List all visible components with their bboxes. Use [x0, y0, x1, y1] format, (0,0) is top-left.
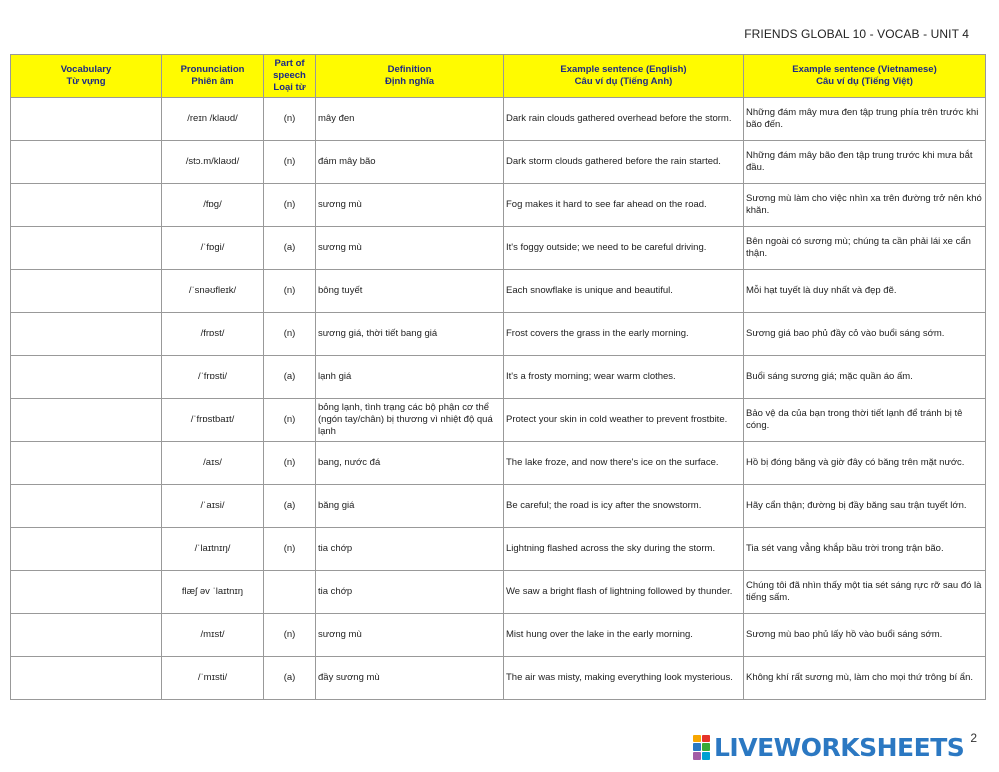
vocabulary-cell[interactable] [11, 141, 162, 184]
header-example-english-line2: Câu ví dụ (Tiếng Anh) [574, 76, 673, 87]
pronunciation-cell: /aɪs/ [162, 442, 264, 485]
definition-cell: bỏng lạnh, tình trạng các bộ phận cơ thể (ngón tay/chân) bị thương vì nhiệt độ quá lạnh [316, 399, 504, 442]
part-of-speech-cell: (n) [264, 614, 316, 657]
vocabulary-cell[interactable] [11, 184, 162, 227]
header-pronunciation-line2: Phiên âm [191, 76, 234, 87]
header-part-of-speech [264, 55, 316, 98]
example-vietnamese-cell: Những đám mây bão đen tập trung trước khi mưa bắt đầu. [744, 141, 986, 184]
vocabulary-cell[interactable] [11, 571, 162, 614]
example-english-cell: The lake froze, and now there's ice on the surface. [504, 442, 744, 485]
pronunciation-cell: /fɒɡ/ [162, 184, 264, 227]
table-row [11, 485, 986, 528]
definition-cell: lạnh giá [316, 356, 504, 399]
example-english-cell: Fog makes it hard to see far ahead on the road. [504, 184, 744, 227]
example-vietnamese-cell: Mỗi hạt tuyết là duy nhất và đẹp đẽ. [744, 270, 986, 313]
header-example-vietnamese-line2: Câu ví dụ (Tiếng Việt) [816, 76, 913, 87]
vocabulary-cell[interactable] [11, 528, 162, 571]
pronunciation-cell: /frɒst/ [162, 313, 264, 356]
definition-cell: đầy sương mù [316, 657, 504, 700]
example-english-cell: Be careful; the road is icy after the snowstorm. [504, 485, 744, 528]
liveworksheets-logo-icon [692, 734, 710, 760]
logo-block [693, 752, 701, 760]
example-english-cell: Frost covers the grass in the early morning. [504, 313, 744, 356]
vocabulary-cell[interactable] [11, 485, 162, 528]
example-vietnamese-cell: Chúng tôi đã nhìn thấy một tia sét sáng rực rỡ sau đó là tiếng sấm. [744, 571, 986, 614]
example-english-cell: Lightning flashed across the sky during the storm. [504, 528, 744, 571]
header-pronunciation-line1: Pronunciation [180, 64, 245, 75]
logo-block [693, 743, 701, 751]
table-row [11, 98, 986, 141]
table-row [11, 399, 986, 442]
pronunciation-cell: /stɔ.m/klaʊd/ [162, 141, 264, 184]
part-of-speech-cell: (a) [264, 485, 316, 528]
part-of-speech-cell: (n) [264, 313, 316, 356]
vocabulary-cell[interactable] [11, 657, 162, 700]
header-part-of-speech-line3: Loại từ [273, 82, 306, 93]
vocabulary-cell[interactable] [11, 98, 162, 141]
definition-cell: sương mù [316, 184, 504, 227]
vocabulary-table [10, 54, 986, 700]
table-header-row [11, 55, 986, 98]
vocabulary-cell[interactable] [11, 614, 162, 657]
vocabulary-cell[interactable] [11, 270, 162, 313]
liveworksheets-watermark [692, 733, 964, 761]
example-vietnamese-cell: Sương mù bao phủ lấy hồ vào buổi sáng sớm. [744, 614, 986, 657]
definition-cell: đám mây bão [316, 141, 504, 184]
vocabulary-cell[interactable] [11, 399, 162, 442]
table-row [11, 528, 986, 571]
header-definition-line2: Định nghĩa [384, 76, 435, 87]
part-of-speech-cell: (a) [264, 227, 316, 270]
table-row [11, 614, 986, 657]
logo-block [702, 735, 710, 742]
definition-cell: băng giá [316, 485, 504, 528]
logo-block [693, 735, 701, 742]
vocabulary-cell[interactable] [11, 442, 162, 485]
pronunciation-cell: /mɪst/ [162, 614, 264, 657]
header-example-english [504, 55, 744, 98]
example-vietnamese-cell: Buổi sáng sương giá; mặc quần áo ấm. [744, 356, 986, 399]
example-english-cell: Protect your skin in cold weather to prevent frostbite. [504, 399, 744, 442]
document-title: FRIENDS GLOBAL 10 - VOCAB - UNIT 4 [744, 27, 969, 41]
table-row [11, 313, 986, 356]
part-of-speech-cell [264, 571, 316, 614]
definition-cell: sương mù [316, 614, 504, 657]
header-vocabulary-line2: Từ vựng [66, 76, 106, 87]
header-pronunciation [162, 55, 264, 98]
pronunciation-cell: /reɪn /klaʊd/ [162, 98, 264, 141]
vocabulary-cell[interactable] [11, 356, 162, 399]
part-of-speech-cell: (n) [264, 141, 316, 184]
table-row [11, 184, 986, 227]
page-number: 2 [970, 731, 977, 745]
example-english-cell: Dark storm clouds gathered before the rain started. [504, 141, 744, 184]
header-part-of-speech-line2: speech [273, 70, 306, 81]
table-row [11, 657, 986, 700]
example-vietnamese-cell: Sương giá bao phủ đầy cỏ vào buổi sáng sớm. [744, 313, 986, 356]
example-vietnamese-cell: Tia sét vang vẳng khắp bầu trời trong trận bão. [744, 528, 986, 571]
definition-cell: sương giá, thời tiết bang giá [316, 313, 504, 356]
pronunciation-cell: flæʃ əv ˈlaɪtnɪŋ [162, 571, 264, 614]
table-row [11, 442, 986, 485]
example-vietnamese-cell: Hãy cẩn thận; đường bị đầy băng sau trận tuyết lớn. [744, 485, 986, 528]
example-vietnamese-cell: Không khí rất sương mù, làm cho mọi thứ trông bí ẩn. [744, 657, 986, 700]
header-example-vietnamese-line1: Example sentence (Vietnamese) [792, 64, 937, 75]
example-english-cell: It's foggy outside; we need to be careful driving. [504, 227, 744, 270]
example-vietnamese-cell: Những đám mây mưa đen tập trung phía trên trước khi bão đến. [744, 98, 986, 141]
part-of-speech-cell: (n) [264, 442, 316, 485]
header-example-english-line1: Example sentence (English) [560, 64, 687, 75]
pronunciation-cell: /ˈfrɒsti/ [162, 356, 264, 399]
definition-cell: mây đen [316, 98, 504, 141]
table-row [11, 141, 986, 184]
example-english-cell: It's a frosty morning; wear warm clothes. [504, 356, 744, 399]
table-body [11, 98, 986, 700]
header-example-vietnamese [744, 55, 986, 98]
part-of-speech-cell: (n) [264, 270, 316, 313]
vocabulary-cell[interactable] [11, 227, 162, 270]
table-row [11, 571, 986, 614]
example-english-cell: We saw a bright flash of lightning followed by thunder. [504, 571, 744, 614]
pronunciation-cell: /ˈfɒɡi/ [162, 227, 264, 270]
part-of-speech-cell: (a) [264, 356, 316, 399]
part-of-speech-cell: (a) [264, 657, 316, 700]
part-of-speech-cell: (n) [264, 98, 316, 141]
pronunciation-cell: /ˈfrɒstbaɪt/ [162, 399, 264, 442]
part-of-speech-cell: (n) [264, 399, 316, 442]
pronunciation-cell: /ˈmɪsti/ [162, 657, 264, 700]
table-row [11, 227, 986, 270]
table-row [11, 270, 986, 313]
example-vietnamese-cell: Bên ngoài có sương mù; chúng ta cần phải lái xe cẩn thận. [744, 227, 986, 270]
watermark-text: LIVEWORKSHEETS [714, 732, 965, 762]
example-english-cell: Each snowflake is unique and beautiful. [504, 270, 744, 313]
header-vocabulary-line1: Vocabulary [60, 64, 112, 75]
example-english-cell: The air was misty, making everything look mysterious. [504, 657, 744, 700]
definition-cell: tia chớp [316, 571, 504, 614]
pronunciation-cell: /ˈsnəʊfleɪk/ [162, 270, 264, 313]
definition-cell: tia chớp [316, 528, 504, 571]
header-definition [316, 55, 504, 98]
example-vietnamese-cell: Sương mù làm cho việc nhìn xa trên đường trở nên khó khăn. [744, 184, 986, 227]
header-part-of-speech-line1: Part of [274, 58, 305, 69]
vocabulary-cell[interactable] [11, 313, 162, 356]
example-english-cell: Dark rain clouds gathered overhead before the storm. [504, 98, 744, 141]
table-row [11, 356, 986, 399]
example-vietnamese-cell: Hồ bị đóng băng và giờ đây có băng trên mặt nước. [744, 442, 986, 485]
part-of-speech-cell: (n) [264, 528, 316, 571]
definition-cell: sương mù [316, 227, 504, 270]
logo-block [702, 743, 710, 751]
pronunciation-cell: /ˈaɪsi/ [162, 485, 264, 528]
example-english-cell: Mist hung over the lake in the early morning. [504, 614, 744, 657]
header-vocabulary [11, 55, 162, 98]
example-vietnamese-cell: Bảo vệ da của bạn trong thời tiết lạnh để tránh bị tê cóng. [744, 399, 986, 442]
pronunciation-cell: /ˈlaɪtnɪŋ/ [162, 528, 264, 571]
logo-block [702, 752, 710, 760]
part-of-speech-cell: (n) [264, 184, 316, 227]
header-definition-line1: Definition [387, 64, 432, 75]
definition-cell: bông tuyết [316, 270, 504, 313]
definition-cell: bang, nước đá [316, 442, 504, 485]
